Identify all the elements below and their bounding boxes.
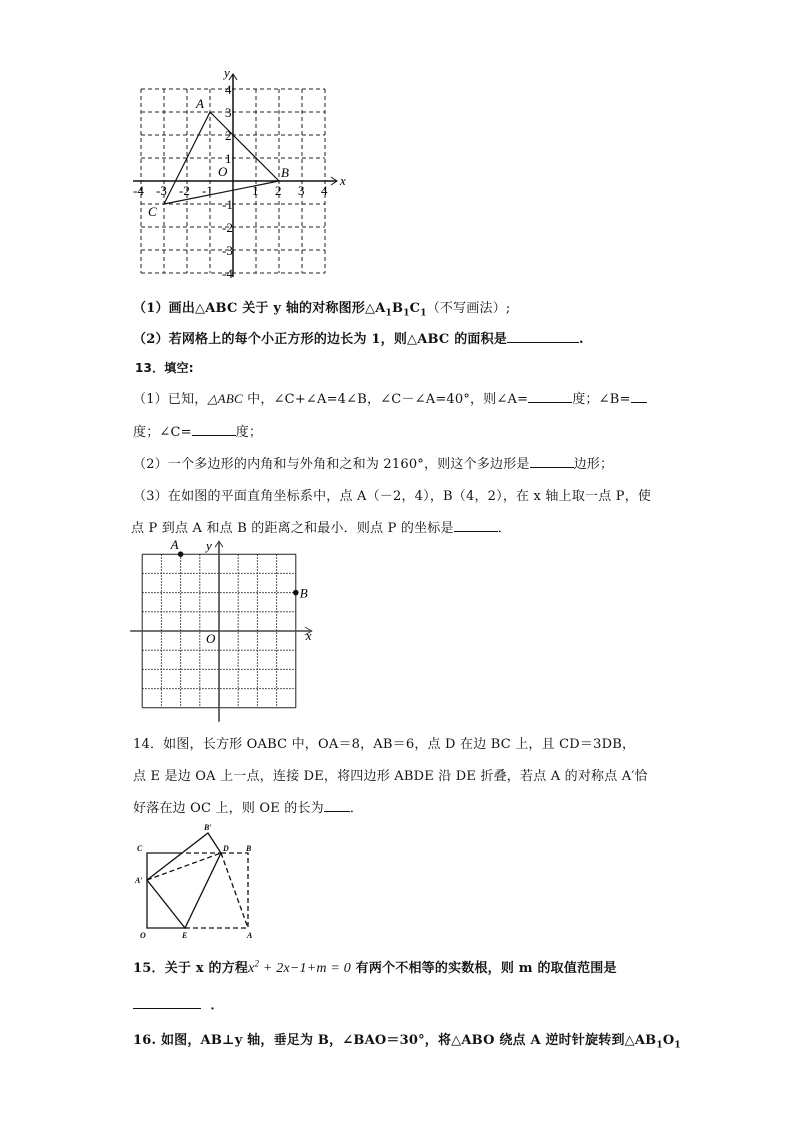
label-b: B — [246, 844, 252, 853]
q15-line1 — [133, 957, 617, 977]
x-tick-label: -3 — [156, 183, 167, 198]
q14-line1-text: 14．如图，长方形 OABC 中，OA＝8，AB＝6，点 D 在边 BC 上，且 CD＝3DB， — [133, 737, 636, 752]
label-a-prime: A′ — [135, 876, 143, 885]
y-tick-label: -4 — [222, 266, 233, 281]
label-c: C — [137, 844, 143, 853]
origin-label: O — [206, 631, 216, 646]
answer-blank[interactable] — [507, 330, 579, 343]
vertex-label-a: A — [196, 96, 204, 111]
q13-part3-line2 — [131, 517, 511, 536]
figure-3-labels — [134, 823, 253, 940]
answer-blank-point-p[interactable] — [454, 519, 498, 532]
q12-part1-b: B — [392, 301, 404, 316]
y-axis-label: y — [224, 65, 230, 80]
q14-line3-text: 好落在边 OC 上，则 OE 的长为 — [133, 801, 324, 816]
origin-label: O — [218, 164, 228, 179]
fold-dashed-da — [221, 853, 248, 928]
y-tick-label: 3 — [225, 105, 232, 120]
q13-p1-tri: △ABC — [207, 391, 243, 406]
label-b-prime: B′ — [204, 823, 212, 832]
x-tick-label: -4 — [133, 183, 144, 198]
x-tick-label: -1 — [202, 183, 213, 198]
q13-p2-text: （2）一个多边形的内角和与外角和之和为 2160°，则这个多边形是 — [133, 457, 530, 472]
q15-tail: ． — [210, 998, 224, 1013]
q13-p1-d: 度；∠C= — [133, 425, 192, 440]
q16-o: O — [662, 1033, 675, 1048]
q13-p1-e: 度； — [235, 425, 263, 440]
point-b — [293, 590, 299, 596]
q12-part2-text: （2）若网格上的每个小正方形的边长为 1，则△ABC 的面积是 — [133, 332, 508, 347]
q14-line3 — [133, 797, 363, 816]
x-tick-label: -2 — [179, 183, 190, 198]
rect-dashed-right — [185, 853, 248, 928]
q13-p3-tail: ． — [497, 521, 511, 536]
sub: 1 — [656, 1040, 663, 1051]
q13-p2-tail: 边形； — [573, 457, 614, 472]
q13-part1-line1 — [133, 388, 647, 407]
answer-blank-angle-a[interactable] — [528, 390, 572, 403]
answer-blank-m-range[interactable] — [133, 996, 201, 1009]
answer-blank-oe[interactable] — [324, 799, 350, 812]
figure-2-coordinate-grid — [125, 535, 325, 725]
sub: 1 — [403, 308, 410, 319]
x-tick-label: 2 — [275, 183, 282, 198]
axes — [133, 65, 346, 277]
x-tick-label: 3 — [298, 183, 305, 198]
answer-blank-angle-c[interactable] — [192, 423, 236, 436]
q16-line1 — [133, 1029, 681, 1051]
q12-part1-c: C — [409, 301, 421, 316]
x-tick-label: 4 — [321, 183, 328, 198]
q15-equation: $x^2 + 2x-1+m = 0$ — [248, 958, 351, 976]
x-axis-label: x — [340, 173, 346, 188]
q12-part2-tail: . — [579, 332, 584, 347]
answer-blank-polygon[interactable] — [530, 455, 574, 468]
q12-part1-text: （1）画出△ABC 关于 y 轴的对称图形△A — [133, 301, 386, 316]
figure-3-folded-rectangle — [130, 820, 270, 945]
folded-quad — [147, 833, 221, 928]
answer-blank-angle-b[interactable] — [631, 390, 647, 403]
q13-title: 13．填空: — [135, 361, 194, 375]
q13-p1-c: 度；∠B= — [572, 392, 631, 407]
sub: 1 — [674, 1040, 681, 1051]
x-tick-label: 1 — [252, 183, 259, 198]
q15-line2 — [133, 994, 224, 1013]
q16-text: 16. 如图，AB⊥y 轴，垂足为 B，∠BAO＝30°，将△ABO 绕点 A 逆时针旋转到△AB — [133, 1033, 657, 1048]
q13-p3-text: 点 P 到点 A 和点 B 的距离之和最小．则点 P 的坐标是 — [131, 521, 454, 536]
q15-text-b: 有两个不相等的实数根，则 m 的取值范围是 — [350, 961, 617, 976]
vertex-label-c: C — [148, 204, 157, 219]
y-tick-label: -3 — [222, 243, 233, 258]
label-e: E — [182, 931, 188, 940]
y-tick-label: 4 — [225, 82, 232, 97]
sub: 1 — [420, 308, 427, 319]
axes — [130, 538, 312, 722]
figure-1-coordinate-grid — [130, 60, 360, 285]
q13-p1-b: 中，∠C+∠A=4∠B，∠C－∠A=40°，则∠A= — [242, 392, 529, 407]
y-tick-label: 1 — [225, 151, 232, 166]
q13-p1-a: （1）已知， — [133, 392, 208, 407]
q15-text-a: 15．关于 x 的方程 — [133, 961, 249, 976]
label-a: A — [247, 931, 253, 940]
x-axis-label: x — [305, 628, 312, 643]
q12-part1-tail: （不写画法）; — [426, 301, 511, 316]
point-label-a: A — [170, 537, 179, 553]
q13-part1-line2 — [133, 421, 262, 440]
q14-line1 — [133, 733, 635, 752]
q14-line3-tail: ． — [349, 801, 364, 816]
y-axis-label: y — [206, 538, 212, 554]
label-d: D — [223, 844, 229, 853]
point-a — [178, 551, 184, 557]
point-label-b: B — [299, 585, 308, 601]
y-tick-label: -2 — [222, 220, 233, 235]
q14-line2: 点 E 是边 OA 上一点，连接 DE，将四边形 ABDE 沿 DE 折叠，若点 A 的对称点 A′恰 — [133, 769, 648, 784]
sub: 1 — [385, 308, 392, 319]
q12-part1 — [133, 297, 510, 319]
rect-solid-edges — [147, 853, 185, 928]
y-tick-label: -1 — [222, 197, 233, 212]
y-tick-label: 2 — [225, 128, 232, 143]
vertex-label-b: B — [281, 165, 289, 180]
q13-part2 — [133, 453, 613, 472]
q13-part3-line1: （3）在如图的平面直角坐标系中，点 A（－2，4），B（4，2），在 x 轴上取一点 P，使 — [133, 489, 652, 504]
label-o: O — [140, 931, 146, 940]
q12-part2 — [133, 328, 584, 347]
